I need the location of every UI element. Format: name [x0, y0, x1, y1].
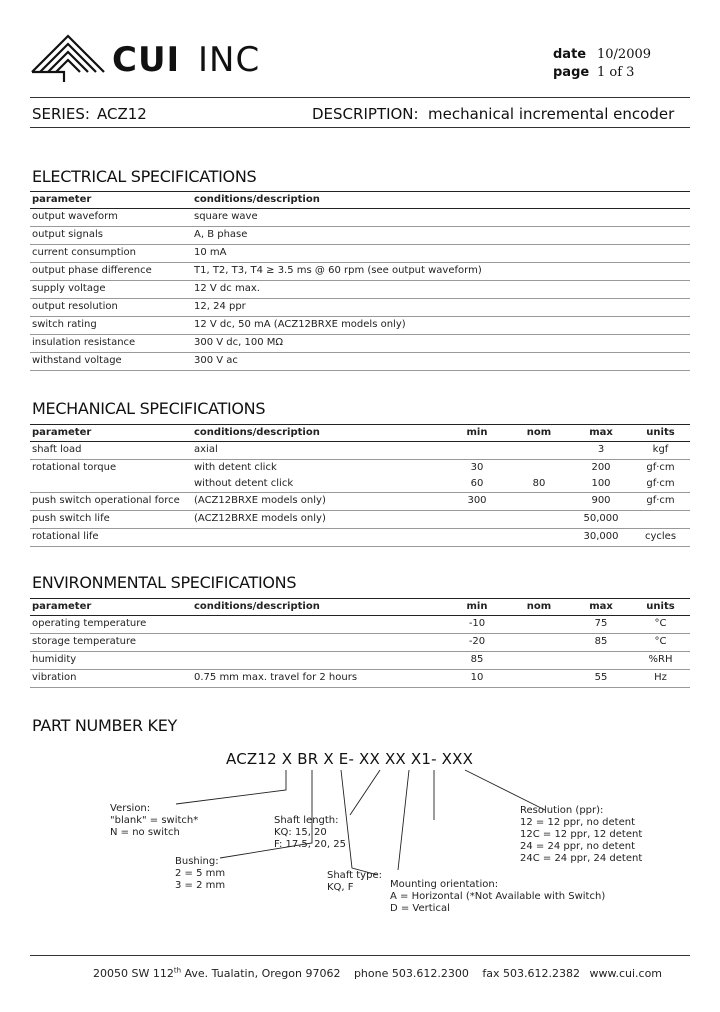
key-line: F: 17.5, 20, 25 — [274, 839, 346, 850]
column-header: min — [447, 425, 507, 442]
table-cell: 75 — [571, 616, 631, 634]
table-cell: Hz — [631, 670, 690, 688]
footer-web[interactable]: www.cui.com — [589, 966, 663, 980]
table-cell: kgf — [631, 442, 690, 460]
table-cell: 85 — [447, 652, 507, 670]
table-cell: switch rating — [30, 317, 192, 335]
key-line: 3 = 2 mm — [175, 880, 226, 891]
table-cell: 30 60 — [447, 460, 507, 493]
table-cell: (ACZ12BRXE models only) — [192, 511, 447, 529]
key-version — [110, 803, 198, 839]
footer-address: 20050 SW 112th Ave. Tualatin, Oregon 97062 — [93, 966, 341, 980]
key-line: 2 = 5 mm — [175, 868, 226, 879]
logo-text-inc: INC — [198, 40, 261, 80]
column-header: max — [571, 599, 631, 616]
table-cell: °C — [631, 634, 690, 652]
column-header: conditions/description — [192, 192, 690, 209]
leader-version — [176, 770, 286, 804]
page-value: 1 of 3 — [597, 65, 635, 80]
table-cell: (ACZ12BRXE models only) — [192, 493, 447, 511]
table-cell: °C — [631, 616, 690, 634]
key-line: "blank" = switch* — [110, 815, 199, 826]
column-header: min — [447, 599, 507, 616]
table-cell: output signals — [30, 227, 192, 245]
table-cell: 12 V dc max. — [192, 281, 690, 299]
table-cell: 10 mA — [192, 245, 690, 263]
table-cell: -10 — [447, 616, 507, 634]
key-line: Shaft length: — [274, 815, 339, 826]
table-cell: axial — [192, 442, 447, 460]
leader-resolution — [465, 770, 545, 810]
table-cell: vibration — [30, 670, 192, 688]
table-cell: withstand voltage — [30, 353, 192, 371]
table-cell: 900 — [571, 493, 631, 511]
footer-fax: fax 503.612.2382 — [482, 966, 580, 980]
electrical-title: ELECTRICAL SPECIFICATIONS — [32, 167, 257, 186]
column-header: conditions/description — [192, 599, 447, 616]
table-cell: insulation resistance — [30, 335, 192, 353]
key-shaft-type — [327, 870, 382, 894]
table-cell: gf·cm gf·cm — [631, 460, 690, 493]
table-cell: current consumption — [30, 245, 192, 263]
table-cell: %RH — [631, 652, 690, 670]
key-line: N = no switch — [110, 827, 180, 838]
key-line: KQ: 15, 20 — [274, 827, 327, 838]
key-line: Resolution (ppr): — [520, 805, 604, 816]
table-cell: 55 — [571, 670, 631, 688]
column-header: max — [571, 425, 631, 442]
column-header: parameter — [30, 192, 192, 209]
table-cell: 0.75 mm max. travel for 2 hours — [192, 670, 447, 688]
part-number-code: ACZ12 X BR X E- XX XX X1- XXX — [226, 750, 474, 768]
leader-shaft-type — [341, 770, 378, 875]
footer-divider — [30, 955, 690, 956]
table-cell: 30,000 — [571, 529, 631, 547]
column-header: conditions/description — [192, 425, 447, 442]
logo-text-cui: CUI — [112, 40, 181, 80]
table-cell: rotational life — [30, 529, 192, 547]
footer-contact — [93, 966, 662, 980]
table-cell: 12, 24 ppr — [192, 299, 690, 317]
date-value: 10/2009 — [597, 47, 652, 62]
key-shaft-length — [274, 815, 346, 851]
table-cell: operating temperature — [30, 616, 192, 634]
series-label: SERIES: — [32, 105, 90, 123]
key-line: D = Vertical — [390, 903, 450, 914]
table-cell: 50,000 — [571, 511, 631, 529]
key-line: Shaft type: — [327, 870, 382, 881]
table-cell: 300 V ac — [192, 353, 690, 371]
table-cell: push switch life — [30, 511, 192, 529]
table-cell: storage temperature — [30, 634, 192, 652]
leader-shaft-length — [350, 770, 380, 815]
table-cell: T1, T2, T3, T4 ≥ 3.5 ms @ 60 rpm (see output waveform) — [192, 263, 690, 281]
key-resolution — [520, 805, 642, 865]
key-mounting — [390, 879, 605, 915]
date-label: date — [553, 47, 587, 62]
table-cell: 3 — [571, 442, 631, 460]
table-cell: 85 — [571, 634, 631, 652]
mechanical-title: MECHANICAL SPECIFICATIONS — [32, 399, 266, 418]
table-cell: rotational torque — [30, 460, 192, 493]
key-bushing — [175, 856, 225, 892]
table-cell: humidity — [30, 652, 192, 670]
table-cell: with detent click without detent click — [192, 460, 447, 493]
key-line: Version: — [110, 803, 151, 814]
key-line: 12C = 12 ppr, 12 detent — [520, 829, 643, 840]
key-line: 24 = 24 ppr, no detent — [520, 841, 635, 852]
key-line: 12 = 12 ppr, no detent — [520, 817, 635, 828]
key-line: 24C = 24 ppr, 24 detent — [520, 853, 643, 864]
part-number-key-title: PART NUMBER KEY — [32, 716, 178, 735]
table-cell: supply voltage — [30, 281, 192, 299]
table-cell: push switch operational force — [30, 493, 192, 511]
page-label: page — [553, 65, 590, 80]
table-cell: -20 — [447, 634, 507, 652]
column-header: units — [631, 599, 690, 616]
key-line: A = Horizontal (*Not Available with Switch) — [390, 891, 606, 902]
table-cell: shaft load — [30, 442, 192, 460]
key-line: Mounting orientation: — [390, 879, 499, 890]
environmental-title: ENVIRONMENTAL SPECIFICATIONS — [32, 573, 297, 592]
column-header: units — [631, 425, 690, 442]
table-cell: 300 — [447, 493, 507, 511]
table-cell: A, B phase — [192, 227, 690, 245]
footer-phone: phone 503.612.2300 — [353, 966, 469, 980]
description-label: DESCRIPTION: — [312, 105, 419, 123]
key-line: KQ, F — [327, 882, 354, 893]
column-header: nom — [507, 425, 571, 442]
series-value: ACZ12 — [97, 105, 147, 123]
table-cell: gf·cm — [631, 493, 690, 511]
key-line: Bushing: — [175, 856, 219, 867]
table-cell: 300 V dc, 100 MΩ — [192, 335, 690, 353]
description-value: mechanical incremental encoder — [428, 105, 675, 123]
table-cell: output waveform — [30, 209, 192, 227]
table-cell: cycles — [631, 529, 690, 547]
column-header: nom — [507, 599, 571, 616]
table-cell: 10 — [447, 670, 507, 688]
table-cell: 12 V dc, 50 mA (ACZ12BRXE models only) — [192, 317, 690, 335]
leader-mounting — [398, 770, 409, 870]
table-cell: 80 — [507, 460, 571, 493]
table-cell: 200 100 — [571, 460, 631, 493]
column-header: parameter — [30, 425, 192, 442]
table-cell: output resolution — [30, 299, 192, 317]
column-header: parameter — [30, 599, 192, 616]
table-cell: output phase difference — [30, 263, 192, 281]
table-cell: square wave — [192, 209, 690, 227]
